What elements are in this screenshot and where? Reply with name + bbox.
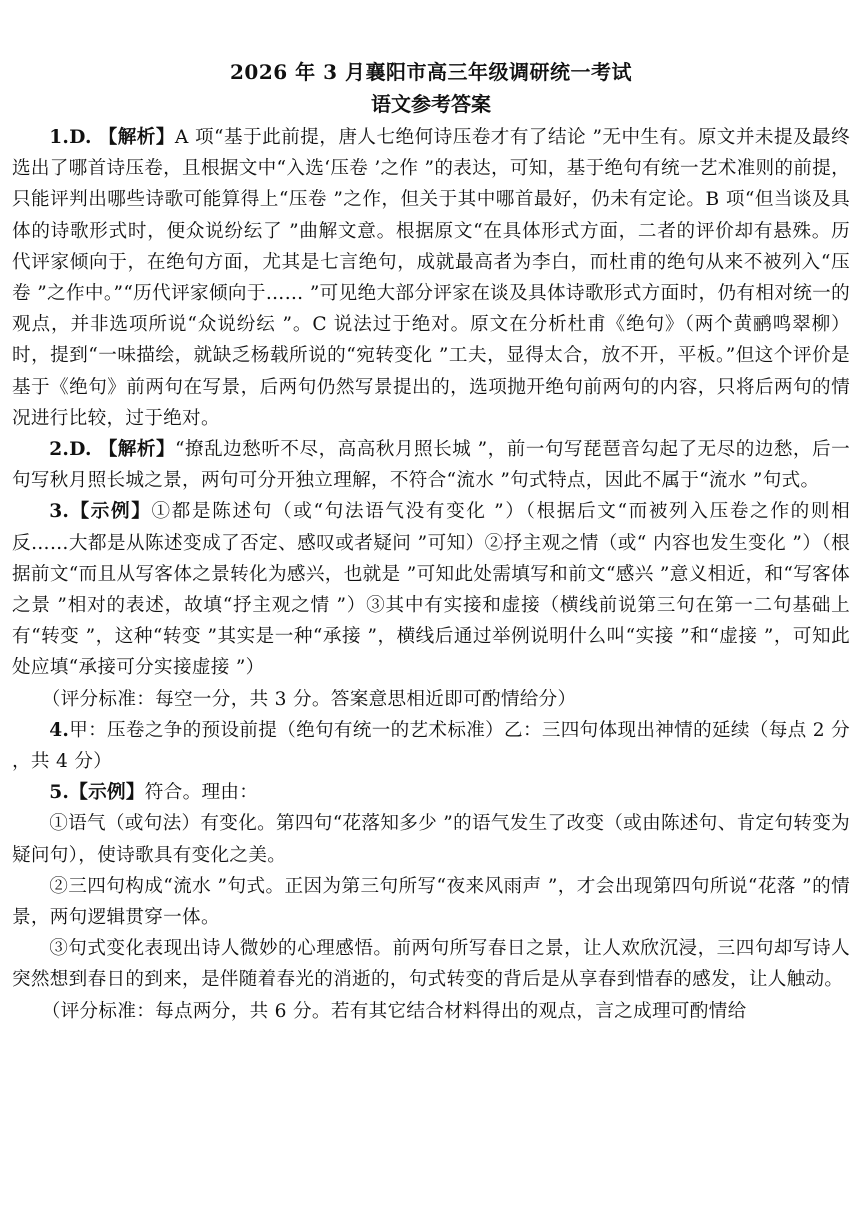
answer-4-text: 甲：压卷之争的预设前提（绝句有统一的艺术标准）乙：三四句体现出神情的延续（每点 2 分 ，共 4 分） (12, 719, 850, 773)
document-subtitle: 语文参考答案 (371, 92, 491, 116)
answer-2 (12, 434, 850, 496)
answer-4 (12, 715, 850, 777)
answer-5-point-3: ③句式变化表现出诗人微妙的心理感悟。前两句所写春日之景，让人欢欣沉浸，三四句却写诗人突然想到春日的到来，是伴随着春光的消逝的，句式转变的背后是从享春到惜春的感发，让人触动。 (12, 938, 850, 991)
document-title: 2026 年 3 月襄阳市高三年级调研统一考试 (230, 60, 632, 84)
answer-3-scoring: （评分标准：每空一分，共 3 分。答案意思相近即可酌情给分） (41, 688, 577, 710)
answer-1-text: A 项“基于此前提，唐人七绝何诗压卷才有了结论 ”无中生有。原文并未提及最终选出了哪首诗压卷，且根据文中“入选‘压卷 ’之作 ”的表达，可知，基于绝句有统一艺术准则的前提，只能评判出哪些诗歌可能算得上“压卷 ”之作，但关于其中哪首最好，仍未有定论。B 项“但当谈及具体的诗歌形式时，便众说纷纭了 ”曲解文意。根据原文“在具体形式方面，二者的评价却有悬殊。历代评家倾向于，在绝句方面，尤其是七言绝句，成就最高者为李白，而杜甫的绝句从来不被列入“压卷 ”之作中。”“历代评家倾向于…… ”可见绝大部分评家在谈及具体诗歌形式方面时，仍有相对统一的观点，并非选项所说“众说纷纭 ”。C 说法过于绝对。原文在分析杜甫《绝句》（两个黄鹂鸣翠柳）时，提到“一味描绘，就缺乏杨载所说的“宛转变化 ”工夫，显得太合，放不开，平板。”但这个评价是基于《绝句》前两句在写景，后两句仍然写景提出的，选项抛开绝句前两句的内容，只将后两句的情况进行比较，过于绝对。 (12, 127, 850, 429)
answer-5-text: 符合。理由： (144, 782, 259, 804)
answer-1-label: 1.D. 【解析】 (49, 127, 175, 148)
answer-3-text: ①都是陈述句（或“句法语气没有变化 ”）（根据后文“而被列入压卷之作的则相反……大都是从陈述变成了否定、感叹或者疑问 ”可知）②抒主观之情（或“ 内容也发生变化 ”）（根据前文“而且从写客体之景转化为感兴，也就是 ”可知此处需填写和前文“感兴 ”意义相近，和“写客体之景 ”相对的表述，故填“抒主观之情 ”）③其中有实接和虚接（横线前说第三句在第一二句基础上有“转变 ”，这种“转变 ”其实是一种“承接 ”，横线后通过举例说明什么叫“实接 ”和“虚接 ”，可知此处应填“承接可分实接虚接 ”） (12, 501, 850, 679)
answer-2-text: “撩乱边愁听不尽，高高秋月照长城 ”，前一句写琵琶音勾起了无尽的边愁，后一句写秋月照长城之景，两句可分开独立理解，不符合“流水 ”句式特点，因此不属于“流水 ”句式。 (12, 439, 850, 492)
answer-1 (12, 122, 850, 434)
answer-4-label: 4. (49, 719, 70, 741)
answer-5 (12, 777, 850, 808)
answer-2-label: 2.D. 【解析】 (49, 439, 176, 461)
answer-5-label: 5.【示例】 (49, 782, 145, 804)
answer-5-scoring: （评分标准：每点两分，共 6 分。若有其它结合材料得出的观点，言之成理可酌情给 (41, 1000, 747, 1022)
answer-5-point-2: ②三四句构成“流水 ”句式。正因为第三句所写“夜来风雨声 ”，才会出现第四句所说“花落 ”的情景，两句逻辑贯穿一体。 (12, 875, 850, 929)
answer-3-label: 3.【示例】 (49, 501, 152, 523)
answer-5-point-1: ①语气（或句法）有变化。第四句“花落知多少 ”的语气发生了改变（或由陈述句、肯定句转变为疑问句），使诗歌具有变化之美。 (12, 813, 850, 866)
answer-3 (12, 496, 850, 683)
